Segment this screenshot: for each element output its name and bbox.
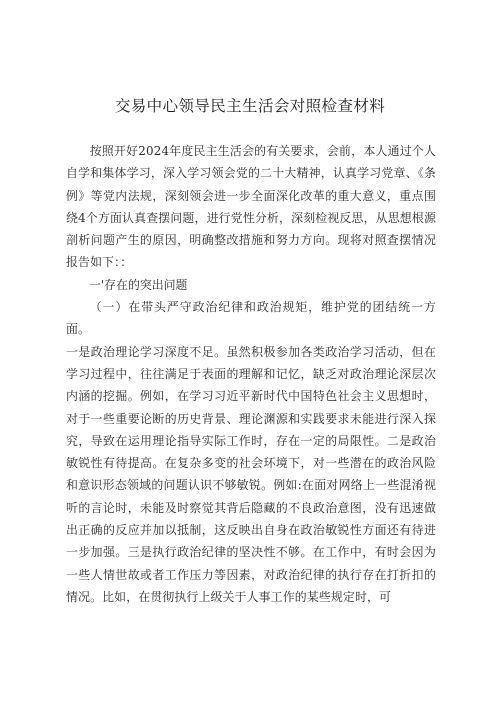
- subsection-body-paragraph: 一是政治理论学习深度不足。虽然积极参加各类政治学习活动，但在学习过程中，往往满足于表面的理解和记忆，缺乏对政治理论深层次内涵的挖掘。例如，在学习习近平新时代中国特色社会主义思想时，对于一些重要论断的历史背景、理论渊源和实践要求未能进行深入探究，导致在运用理论指导实际工作时，存在一定的局限性。二是政治敏锐性有待提高。在复杂多变的社会环境下，对一些潜在的政治风险和意识形态领域的问题认识不够敏锐。例如:在面对网络上一些混淆视听的言论时，未能及时察觉其背后隐藏的不良政治意图，没有迅速做出正确的反应并加以抵制，这反映出自身在政治敏锐性方面还有待进一步加强。三是执行政治纪律的坚决性不够。在工作中，有时会因为一些人情世故或者工作压力等因素，对政治纪律的执行存在打折扣的情况。比如，在贯彻执行上级关于人事工作的某些规定时，可: [66, 344, 436, 604]
- intro-paragraph: 按照开好2024年度民主生活会的有关要求，会前，本人通过个人自学和集体学习，深入学习领会党的二十大精神，认真学习党章、《条例》等党内法规，深刻领会进一步全面深化改革的重大意义，重点围绕4个方面认真查摆问题，进行党性分析，深刻检视反思，从思想根源剖析问题产生的原因，明确整改措施和努力方向。现将对照查摆情况报告如下：：: [66, 144, 436, 270]
- subsection-heading: （一）在带头严守政治纪律和政治规矩，维护党的团结统一方面。: [66, 300, 436, 337]
- document-body: [66, 140, 436, 608]
- document-title: 交易中心领导民主生活会对照检查材料: [114, 97, 386, 115]
- section-heading: 一'存在的突出问题: [89, 277, 188, 292]
